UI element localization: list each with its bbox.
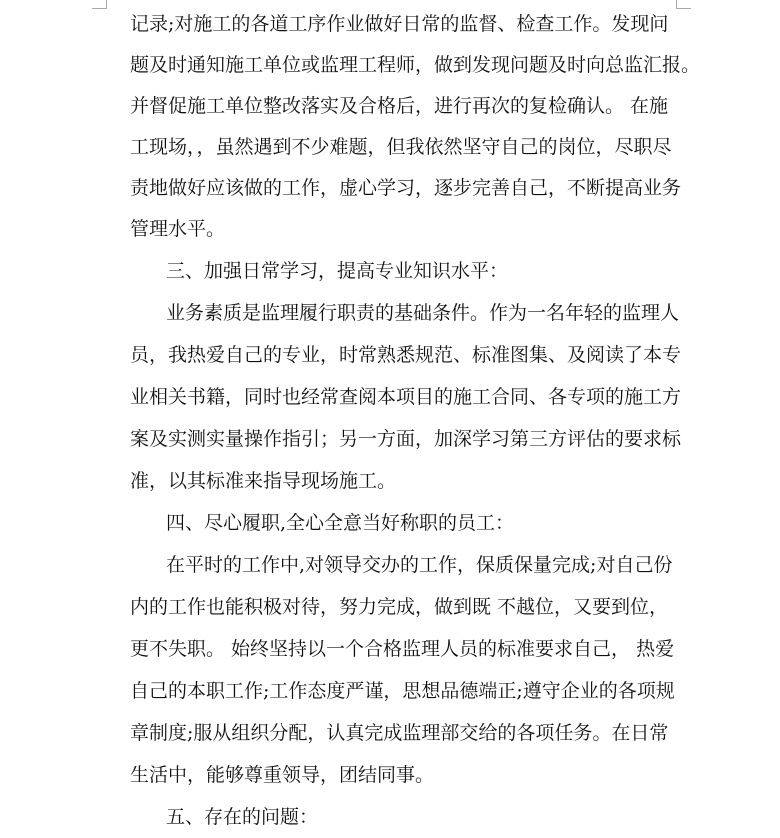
- text-line-2: 题及时通知施工单位或监理工程师，做到发现问题及时向总监汇报。: [130, 54, 701, 76]
- text-line-5: 责地做好应该做的工作，虚心学习，逐步完善自己，不断提高业务: [130, 177, 682, 199]
- text-line-9: 员，我热爱自己的专业，时常熟悉规范、标准图集、及阅读了本专: [130, 344, 682, 366]
- text-line-12: 准，以其标准来指导现场施工。: [130, 470, 397, 492]
- section-heading-3: 三、加强日常学习，提高专业知识水平：: [166, 260, 509, 282]
- text-line-11: 案及实测实量操作指引；另一方面，加深学习第三方评估的要求标: [130, 428, 682, 450]
- text-line-15: 内的工作也能积极对待，努力完成，做到既 不越位，又要到位，: [130, 596, 669, 618]
- text-line-8: 业务素质是监理履行职责的基础条件。作为一名年轻的监理人: [166, 302, 680, 324]
- text-line-17: 自己的本职工作;工作态度严谨，思想品德端正;遵守企业的各项规: [130, 680, 675, 702]
- page-corner-mark-right: [676, 0, 691, 9]
- text-line-1: 记录;对施工的各道工序作业做好日常的监督、检查工作。发现问: [130, 13, 669, 35]
- text-line-10: 业相关书籍，同时也经常查阅本项目的施工合同、各专项的施工方: [130, 386, 682, 408]
- section-heading-4: 四、尽心履职,全心全意当好称职的员工：: [166, 512, 515, 534]
- text-line-3: 并督促施工单位整改落实及合格后，进行再次的复检确认。 在施: [130, 95, 669, 117]
- text-line-6: 管理水平。: [130, 218, 226, 240]
- text-line-18: 章制度;服从组织分配，认真完成监理部交给的各项任务。在日常: [130, 722, 669, 744]
- page-corner-mark-left: [92, 0, 107, 9]
- text-line-4: 工现场，，虽然遇到不少难题，但我依然坚守自己的岗位，尽职尽: [130, 136, 672, 158]
- section-heading-5: 五、存在的问题：: [166, 806, 319, 828]
- text-line-14: 在平时的工作中,对领导交办的工作，保质保量完成;对自己份: [166, 554, 673, 576]
- text-line-19: 生活中，能够尊重领导，团结同事。: [130, 764, 435, 786]
- text-line-16: 更不失职。 始终坚持以一个合格监理人员的标准要求自己， 热爱: [130, 638, 675, 660]
